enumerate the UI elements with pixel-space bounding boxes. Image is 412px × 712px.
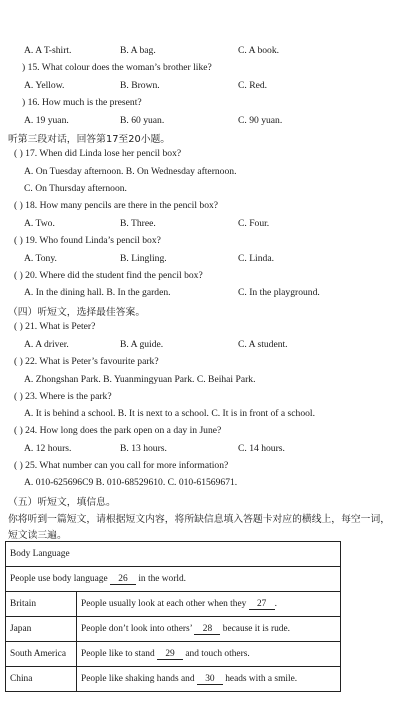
line-text: ( ) 23. Where is the park? bbox=[14, 391, 112, 402]
line-text: A. Yellow. bbox=[24, 80, 65, 91]
line-text: C. A book. bbox=[238, 45, 280, 56]
text-line bbox=[0, 494, 412, 508]
line-text: C. On Thursday afternoon. bbox=[24, 183, 127, 194]
line-text: C. Four. bbox=[238, 218, 270, 229]
text-line bbox=[0, 131, 412, 145]
country-cell: Britain bbox=[6, 592, 77, 617]
info-table bbox=[5, 541, 341, 692]
line-text: ( ) 19. Who found Linda’s pencil box? bbox=[14, 235, 161, 246]
line-text: C. A student. bbox=[238, 339, 288, 350]
text-line bbox=[0, 270, 412, 284]
text-line bbox=[0, 425, 412, 439]
line-text: 短文读三遍。 bbox=[8, 530, 67, 541]
line-text: A. Tony. bbox=[24, 253, 57, 264]
line-text: C. Linda. bbox=[238, 253, 274, 264]
table-row: People don’t look into others’ 28 because it is rude. bbox=[77, 617, 341, 642]
text-line bbox=[0, 253, 412, 267]
table-row: People like to stand 29 and touch others. bbox=[77, 642, 341, 667]
answer-blank[interactable]: 28 bbox=[194, 624, 220, 635]
text-line bbox=[0, 97, 412, 111]
line-text: B. 13 hours. bbox=[120, 443, 167, 454]
text-line bbox=[0, 356, 412, 370]
line-text: （五）听短文，填信息。 bbox=[8, 497, 116, 508]
text-line bbox=[0, 391, 412, 405]
text-line bbox=[0, 511, 412, 525]
table-row: People usually look at each other when they 27 . bbox=[77, 592, 341, 617]
text-line bbox=[0, 200, 412, 214]
line-text: B. A bag. bbox=[120, 45, 156, 56]
text-line bbox=[0, 183, 412, 197]
line-text: ( ) 18. How many pencils are there in the pencil box? bbox=[14, 200, 219, 211]
line-text: ( ) 21. What is Peter? bbox=[14, 321, 96, 332]
text-line bbox=[0, 460, 412, 474]
line-text: A. 12 hours. bbox=[24, 443, 72, 454]
text-line bbox=[0, 235, 412, 249]
line-text: C. In the playground. bbox=[238, 287, 320, 298]
answer-blank[interactable]: 26 bbox=[110, 574, 136, 585]
table-row: People like shaking hands and 30 heads with a smile. bbox=[77, 667, 341, 692]
text-line bbox=[0, 304, 412, 318]
line-text: B. Lingling. bbox=[120, 253, 167, 264]
table-title: Body Language bbox=[6, 542, 341, 567]
line-text: B. 60 yuan. bbox=[120, 115, 165, 126]
table-row: People use body language 26 in the world. bbox=[6, 567, 341, 592]
text-line bbox=[0, 45, 412, 59]
line-text: （四）听短文，选择最佳答案。 bbox=[8, 307, 146, 318]
line-text: ( ) 24. How long does the park open on a day in June? bbox=[14, 425, 222, 436]
answer-blank[interactable]: 29 bbox=[157, 649, 183, 660]
country-cell: South America bbox=[6, 642, 77, 667]
text-line bbox=[0, 115, 412, 129]
line-text: B. Three. bbox=[120, 218, 156, 229]
answer-blank[interactable]: 30 bbox=[197, 674, 223, 685]
line-text: ) 15. What colour does the woman’s brother like? bbox=[22, 62, 212, 73]
text-line bbox=[0, 408, 412, 422]
line-text: C. 14 hours. bbox=[238, 443, 285, 454]
line-text: A. On Tuesday afternoon. B. On Wednesday afternoon. bbox=[24, 166, 237, 177]
text-line bbox=[0, 339, 412, 353]
text-line bbox=[0, 443, 412, 457]
line-text: A. In the dining hall. B. In the garden. bbox=[24, 287, 171, 298]
text-line bbox=[0, 374, 412, 388]
line-text: C. 90 yuan. bbox=[238, 115, 283, 126]
answer-blank[interactable]: 27 bbox=[249, 599, 275, 610]
line-text: ( ) 17. When did Linda lose her pencil box? bbox=[14, 148, 182, 159]
line-text: ( ) 25. What number can you call for more information? bbox=[14, 460, 229, 471]
line-text: A. 010-625696C9 B. 010-68529610. C. 010-61569671. bbox=[24, 477, 238, 488]
line-text: 听第三段对话，回答第17至20小题。 bbox=[8, 134, 171, 145]
line-text: ( ) 20. Where did the student find the pencil box? bbox=[14, 270, 203, 281]
line-text: B. Brown. bbox=[120, 80, 160, 91]
text-line bbox=[0, 527, 412, 541]
line-text: A. A T-shirt. bbox=[24, 45, 72, 56]
line-text: A. Zhongshan Park. B. Yuanmingyuan Park. C. Beihai Park. bbox=[24, 374, 256, 385]
country-cell: China bbox=[6, 667, 77, 692]
text-line bbox=[0, 80, 412, 94]
text-line bbox=[0, 166, 412, 180]
text-line bbox=[0, 321, 412, 335]
line-text: A. Two. bbox=[24, 218, 55, 229]
line-text: 你将听到一篇短文，请根据短文内容，将所缺信息填入答题卡对应的横线上，每空一词， bbox=[8, 514, 391, 525]
text-line bbox=[0, 148, 412, 162]
country-cell: Japan bbox=[6, 617, 77, 642]
line-text: A. 19 yuan. bbox=[24, 115, 69, 126]
line-text: ) 16. How much is the present? bbox=[22, 97, 142, 108]
text-line bbox=[0, 477, 412, 491]
line-text: A. It is behind a school. B. It is next to a school. C. It is in front of a school. bbox=[24, 408, 315, 419]
line-text: A. A driver. bbox=[24, 339, 69, 350]
line-text: ( ) 22. What is Peter’s favourite park? bbox=[14, 356, 159, 367]
line-text: B. A guide. bbox=[120, 339, 164, 350]
text-line bbox=[0, 287, 412, 301]
line-text: C. Red. bbox=[238, 80, 268, 91]
text-line bbox=[0, 62, 412, 76]
text-line bbox=[0, 218, 412, 232]
